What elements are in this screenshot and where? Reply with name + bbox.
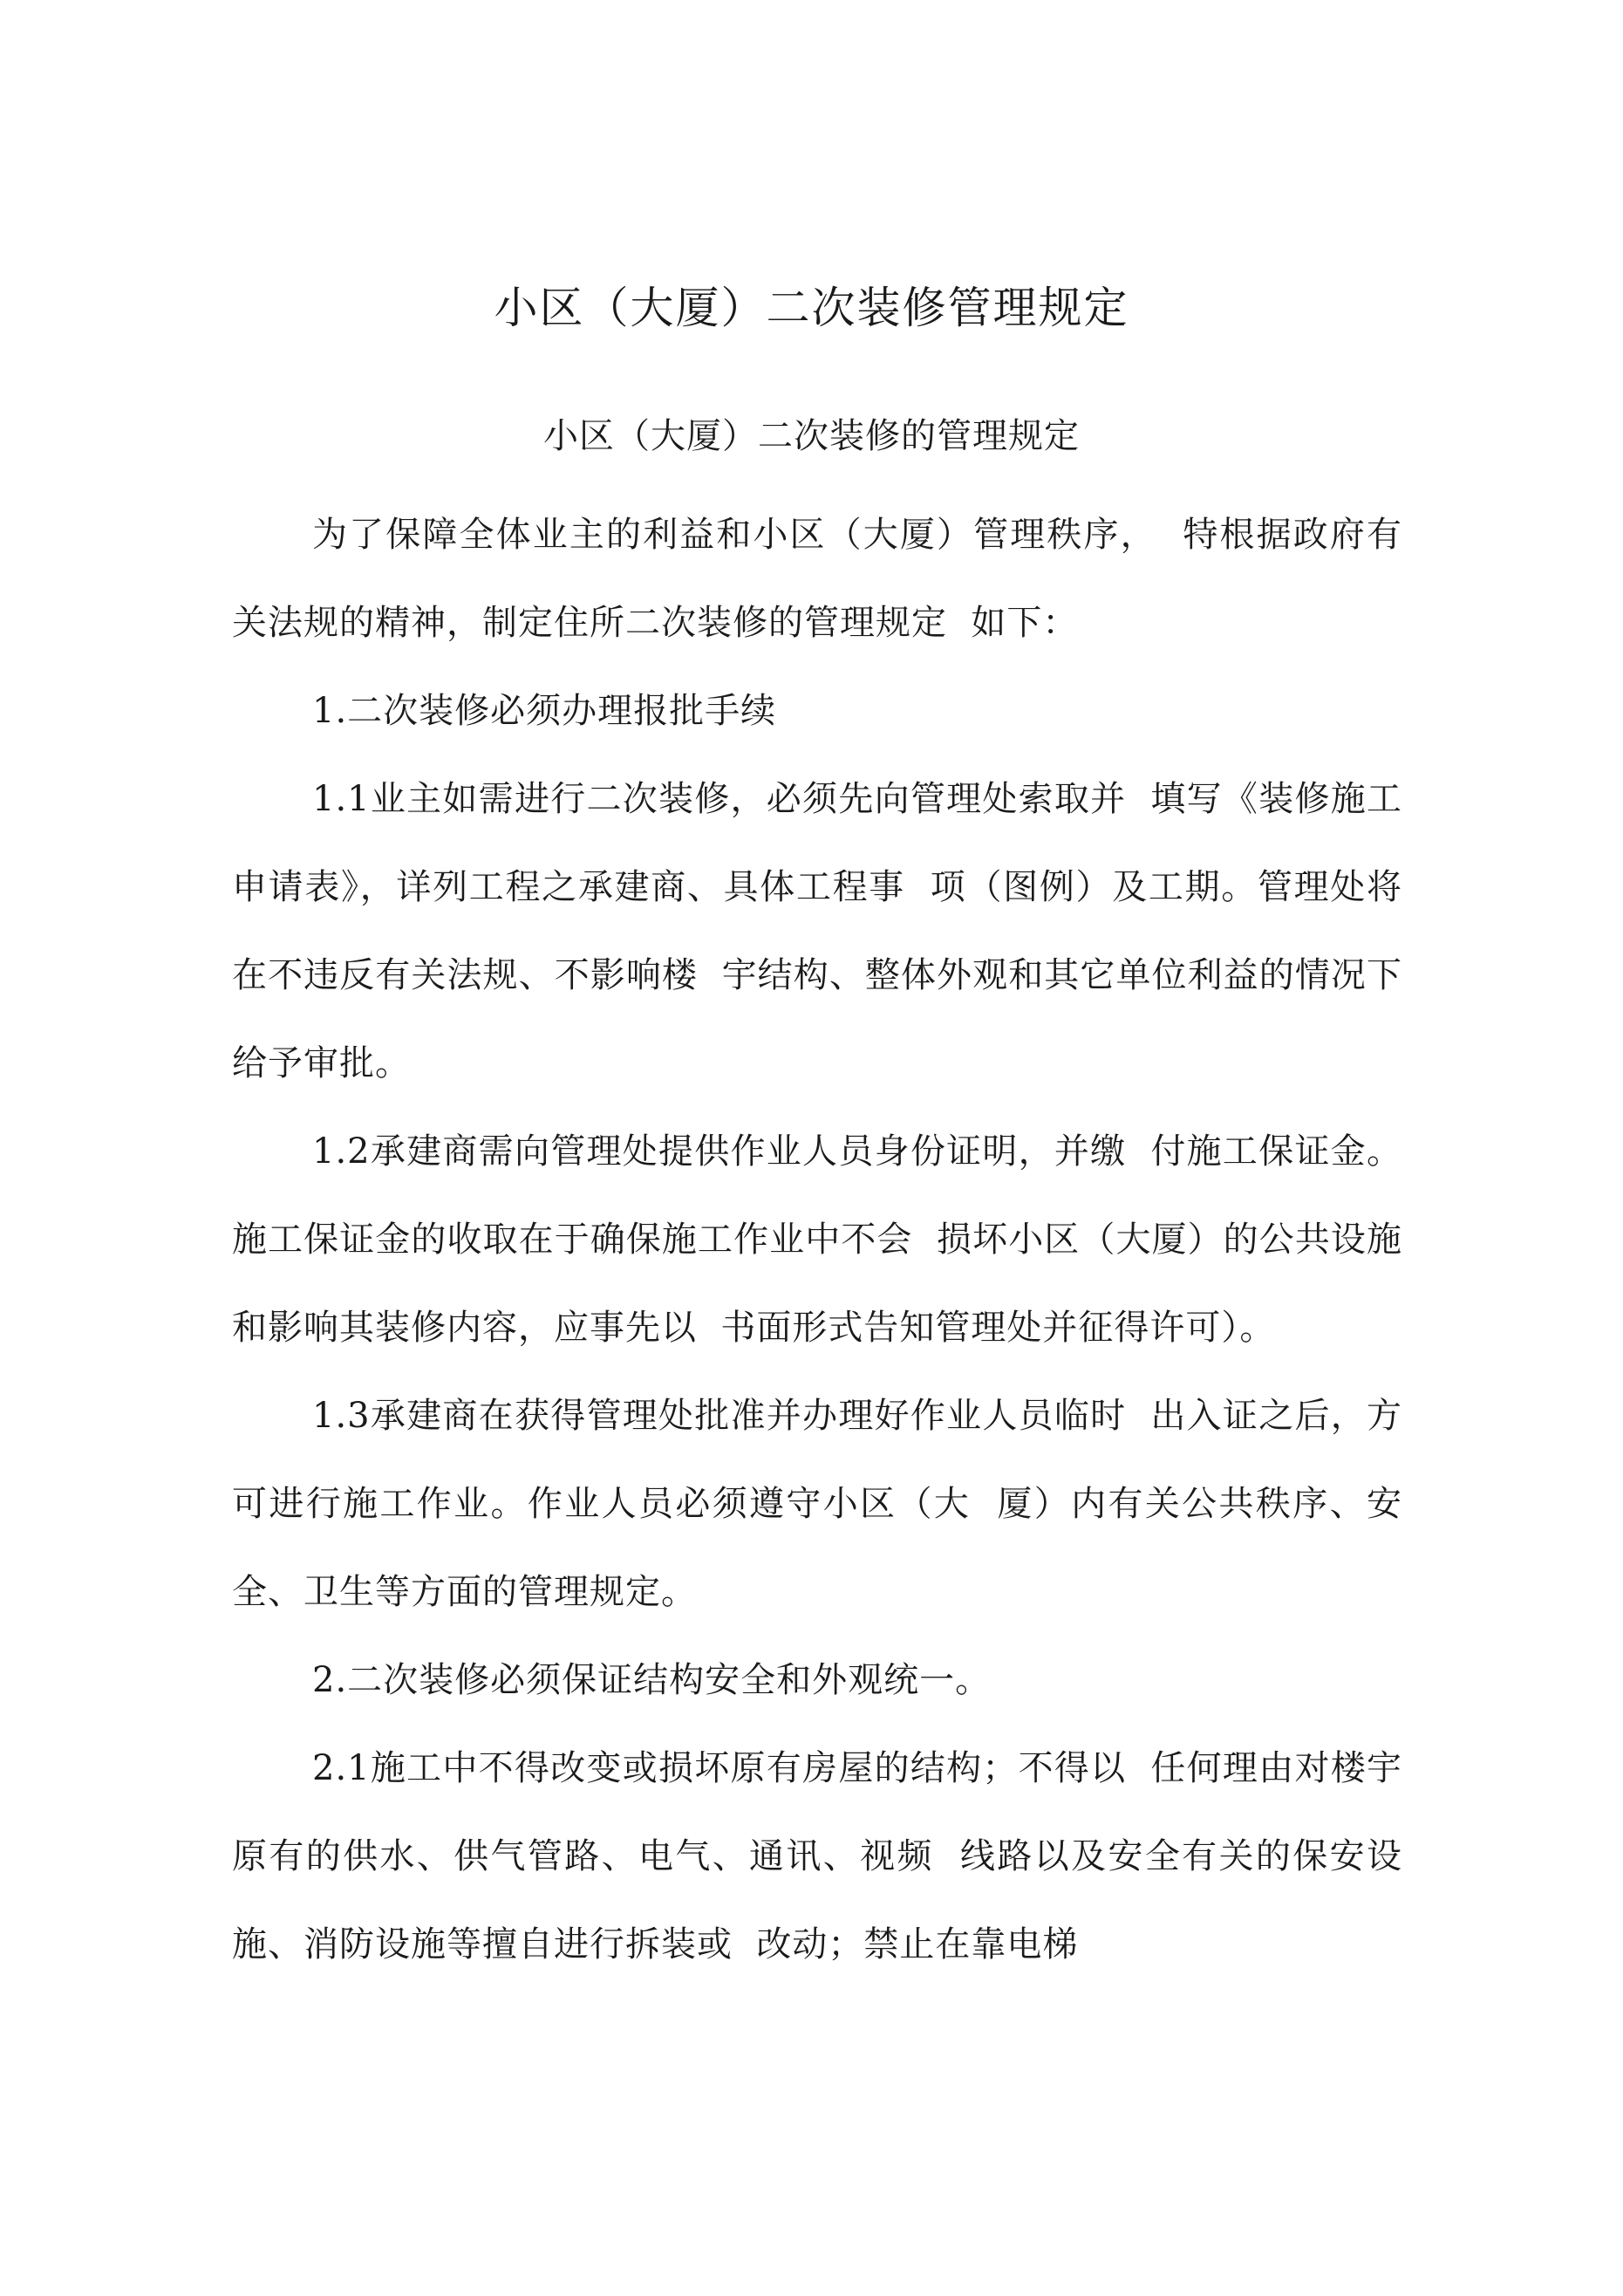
section-heading-1: 1.二次装修必须办理报批手续 bbox=[312, 691, 777, 731]
clause-1-2: 1.2承建商需向管理处提供作业人员身份证明，并缴 付施工保证金。施工保证金的收取在于确保施工作业中不会 损坏小区（大厦）的公共设施和影响其装修内容，应事先以 书面形式告知管理处并征得许可）。 bbox=[232, 1131, 1402, 1348]
paragraph-intro: 为了保障全体业主的利益和小区（大厦）管理秩序， 特根据政府有关法规的精神，制定住所二次装修的管理规定 如下： bbox=[232, 515, 1402, 643]
clause-2-1: 2.1施工中不得改变或损坏原有房屋的结构；不得以 任何理由对楼宇原有的供水、供气管路、电气、通讯、视频 线路以及安全有关的保安设施、消防设施等擅自进行拆装或 改动；禁止在靠电梯 bbox=[232, 1748, 1402, 1965]
clause-1-3: 1.3承建商在获得管理处批准并办理好作业人员临时 出入证之后，方可进行施工作业。作业人员必须遵守小区（大 厦）内有关公共秩序、安全、卫生等方面的管理规定。 bbox=[232, 1396, 1402, 1612]
clause-1-1: 1.1业主如需进行二次装修，必须先向管理处索取并 填写《装修施工申请表》，详列工程之承建商、具体工程事 项（图例）及工期。管理处将在不违反有关法规、不影响楼 宇结构、整体外观和其它单位利益的情况下给予审批。 bbox=[232, 779, 1402, 1083]
document-title: 小区（大厦）二次装修管理规定 bbox=[494, 283, 1129, 333]
section-heading-2: 2.二次装修必须保证结构安全和外观统一。 bbox=[312, 1660, 992, 1700]
document-subtitle: 小区（大厦）二次装修的管理规定 bbox=[543, 416, 1080, 456]
document-body bbox=[232, 491, 1402, 1989]
